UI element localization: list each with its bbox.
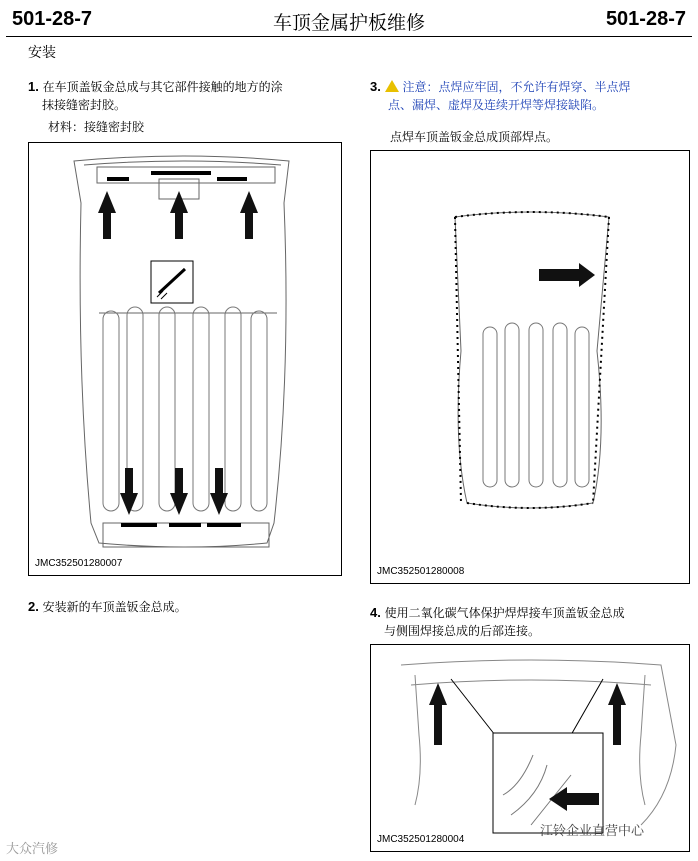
figure-caption: JMC352501280007 xyxy=(35,558,123,569)
step-text: 在车顶盖钣金总成与其它部件接触的地方的涂 xyxy=(42,80,283,94)
header-rule xyxy=(6,36,692,37)
figure-caption: JMC352501280008 xyxy=(377,566,465,577)
step-number: 2. xyxy=(28,599,39,614)
step-number: 3. xyxy=(370,79,381,94)
watermark-left: 大众汽修 xyxy=(6,842,59,857)
page-title: 车顶金属护板维修 xyxy=(272,12,425,34)
warning-icon xyxy=(385,80,399,92)
step-number: 1. xyxy=(28,79,39,94)
roof-panel-sealer-diagram xyxy=(29,143,341,575)
watermark-right: 江铃企业直营中心 xyxy=(540,824,645,839)
step-text: 点焊车顶盖钣金总成顶部焊点。 xyxy=(390,130,559,144)
page-code-left: 501-28-7 xyxy=(12,8,93,30)
warning-text: 注意：点焊应牢固，不允许有焊穿、半点焊 xyxy=(402,80,631,94)
step-2 xyxy=(28,598,187,616)
step-text: 使用二氧化碳气体保护焊焊接车顶盖钣金总成 xyxy=(384,606,625,620)
step-3 xyxy=(370,78,690,114)
section-title: 安装 xyxy=(28,45,56,61)
step-1 xyxy=(28,78,348,114)
warning-text: 点、漏焊、虚焊及连续开焊等焊接缺陷。 xyxy=(388,98,605,112)
step-text: 与侧围焊接总成的后部连接。 xyxy=(384,624,541,638)
material-note: 材料：接缝密封胶 xyxy=(48,120,145,134)
roof-weld-points-diagram xyxy=(371,151,689,583)
figure-1 xyxy=(28,142,342,576)
step-number: 4. xyxy=(370,605,381,620)
step-text: 抹接缝密封胶。 xyxy=(42,98,127,112)
page-code-right: 501-28-7 xyxy=(605,8,686,30)
figure-2 xyxy=(370,150,690,584)
figure-caption: JMC352501280004 xyxy=(377,834,465,845)
step-text: 安装新的车顶盖钣金总成。 xyxy=(42,600,187,614)
sealer-gun-icon xyxy=(151,261,193,303)
step-4 xyxy=(370,604,690,640)
